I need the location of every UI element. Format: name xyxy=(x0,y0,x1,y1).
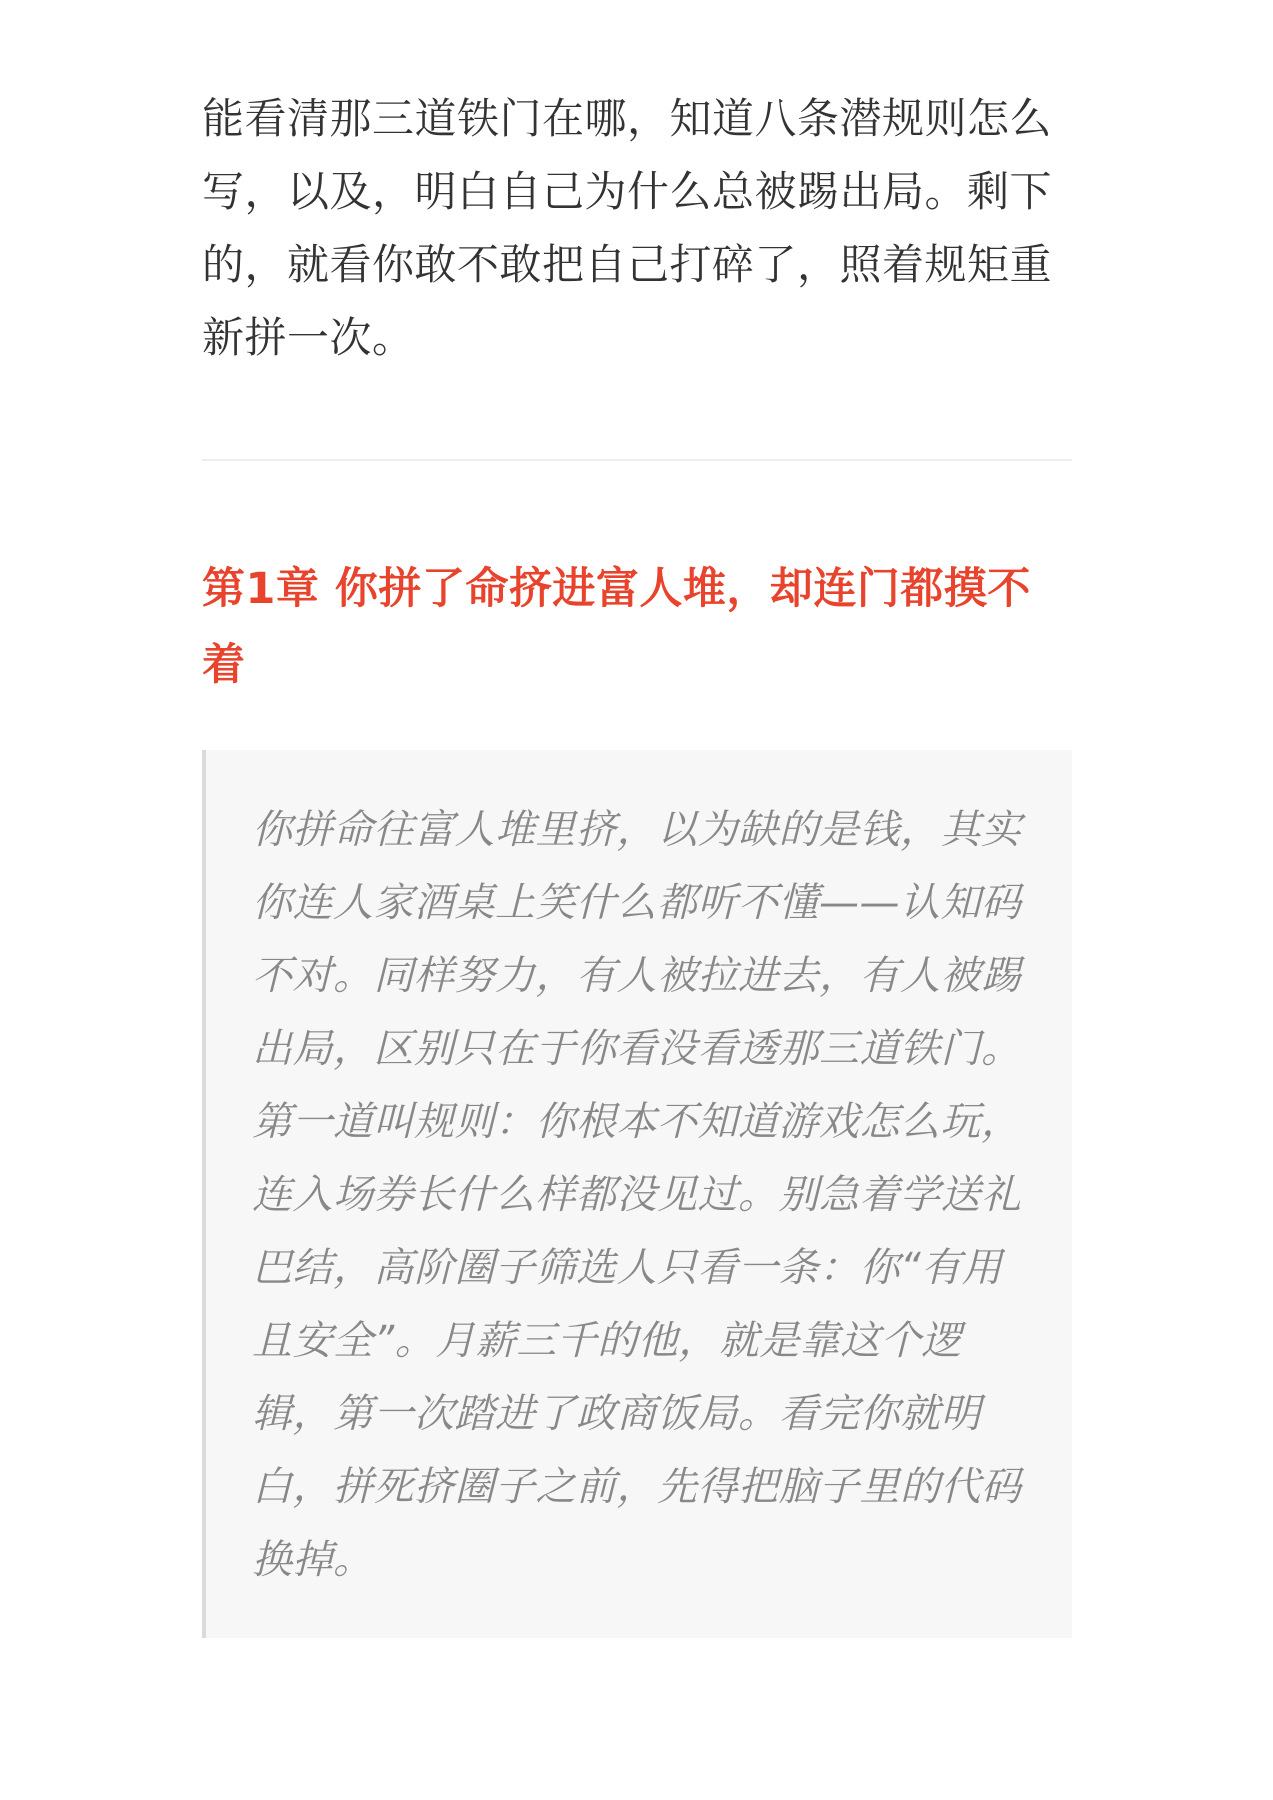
chapter-title: 第1章 你拼了命挤进富人堆，却连门都摸不着 xyxy=(202,564,1031,690)
chapter-summary-blockquote xyxy=(202,750,1072,1638)
intro-paragraph: 能看清那三道铁门在哪，知道八条潜规则怎么写，以及，明白自己为什么总被踢出局。剩下的，就看你敢不敢把自己打碎了，照着规矩重新拼一次。 xyxy=(202,94,1053,362)
chapter-summary-text: 你拼命往富人堆里挤，以为缺的是钱，其实你连人家酒桌上笑什么都听不懂——认知码不对。同样努力，有人被拉进去，有人被踢出局，区别只在于你看没看透那三道铁门。第一道叫规则：你根本不知道游戏怎么玩，连入场券长什么样都没见过。别急着学送礼巴结，高阶圈子筛选人只看一条：你“有用且安全”。月薪三千的他，就是靠这个逻辑，第一次踏进了政商饭局。看完你就明白，拼死挤圈子之前，先得把脑子里的代码换掉。 xyxy=(252,807,1022,1583)
article-body xyxy=(202,82,1072,374)
section-divider xyxy=(202,459,1072,461)
